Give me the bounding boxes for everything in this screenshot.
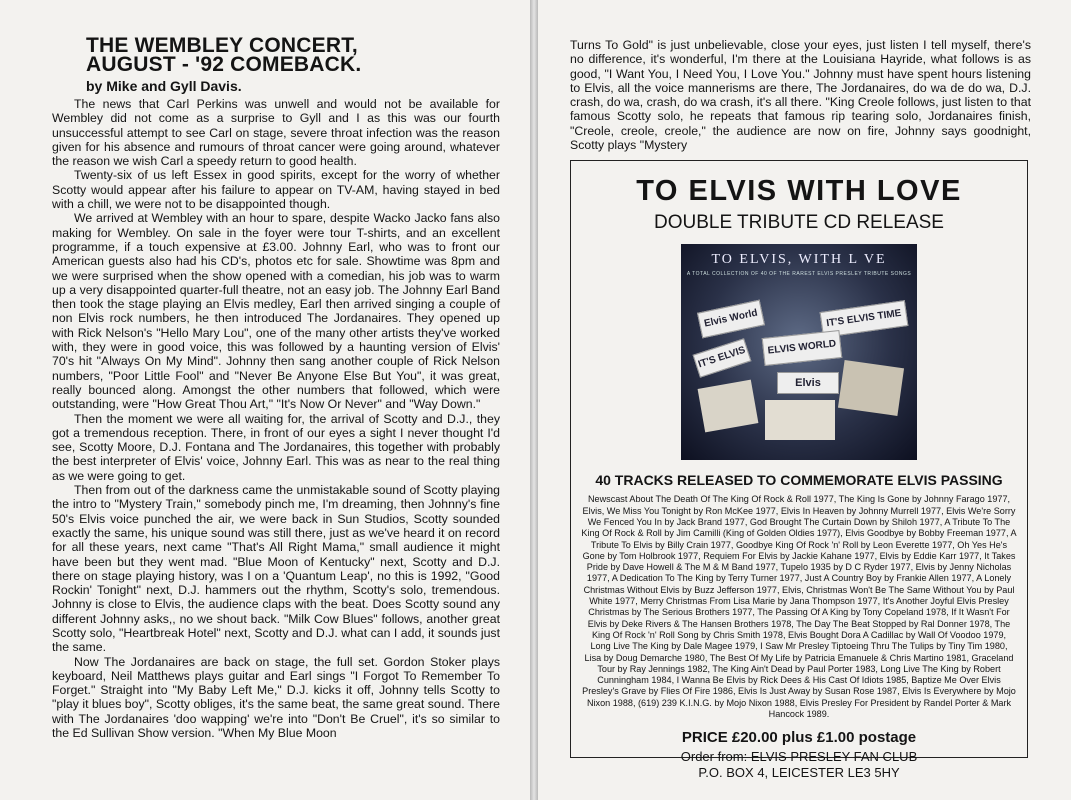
- article-paragraph: Then from out of the darkness came the unmistakable sound of Scotty playing the intro to "Mystery Train," somebody pinch me, I'm dreaming, then Johnny's fine 50's Elvis voice punched the air, we were back in Sun Studios, Scotty sounded exactly the same, his unique sound was still there, just as we've heard it on record for all these years, next came "That's All Right Mama," small audience it might have been but they went mad. "Blue Moon of Kentucky" next, Scotty and D.J. there on stage playing history, was I on a 'Quantum Leap', no this is 1992, "Good Rockin' Tonight" next, D.J. hammers out the rhythm, Scotty's solo, tremendous. Johnny is close to Elvis, the audience claps with the beat. Does Scotty sound any different Johnny asks,, no we shout back. "Milk Cow Blues" follows, another great Scotty solo, "Heartbreak Hotel" next, Scotty and D.J. what can I add, it sounds just the same.: [52, 483, 500, 655]
- cover-photo-card: [698, 380, 759, 433]
- cover-title: TO ELVIS, WITH L VE: [711, 252, 887, 268]
- cover-sticker: Elvis World: [697, 300, 765, 339]
- cover-sticker: IT'S ELVIS: [693, 339, 752, 379]
- article-paragraph: Twenty-six of us left Essex in good spirits, except for the worry of whether Scotty would appear after his failure to appear on TV-AM, having stayed in bed with a chill, we were not to be disappointed though.: [52, 168, 500, 212]
- ad-price: PRICE £20.00 plus £1.00 postage: [681, 729, 917, 747]
- cover-sticker: ELVIS WORLD: [762, 330, 842, 366]
- article-byline: by Mike and Gyll Davis.: [86, 78, 242, 94]
- right-page: [538, 0, 1071, 800]
- ad-tracklist: Newscast About The Death Of The King Of Rock & Roll 1977, The King Is Gone by Johnny Farago 1977, Elvis, We Miss You Tonight by Ron McKee 1977, Elvis In Heaven by Johnny Murrell 1977, Elvis We're Sorry We Fenced You In by Jack Brand 1977, God Brought The Curtain Down by Shiloh 1977, A Tribute To The King Of Rock & Roll by Jim Camilli (King of Golden Oldies 1977), Elvis Goodbye by Bobby Freeman 1977, A Tribute To Elvis by Billy Crain 1977, Goodbye King Of Rock 'n' Roll by Leon Everette 1977, Oh Yes He's Gone by Tom Holbrook 1977, Requiem For Elvis by Jackie Kahane 1977, Elvis by Eddie Karr 1977, It Takes Pride by Dave Howell & The M & M Band 1977, Tupelo 1935 by D C Ryder 1977, Elvis by Jenny Nicholas 1977, A Dedication To The King by Terry Turner 1977, Just A Country Boy by Frankie Allen 1977, A Lonely Christmas Without Elvis by Buzz Jefferson 1977, Elvis, Christmas Won't Be The Same Without You by Paul White 1977, Merry Christmas From Lisa Marie by Jana Thompson 1977, It's Another Joyful Elvis Presley Christmas by The Serious Brothers 1977, The Passing Of A King by Tony Copeland 1978, If It Wasn't For Elvis by Deke Rivers & The Hansen Brothers 1978, The Day The Beat Stopped by Ral Donner 1978, The King Of Rock 'n' Roll Song by Chris Smith 1978, Elvis Bought Dora A Cadillac by Wall Of Voodoo 1979, Long Live The King by Dale Magee 1979, I Saw Mr Presley Tiptoeing Thru The Tulips by Tiny Tim 1980, Lisa by Doug Demarche 1980, The Best Of My Life by Patricia Emanuele & Chris Martino 1981, Graceland Tour by Ray Jennings 1982, The King Ain't Dead by Paul Porter 1983, Long Live The King by Robert Cunningham 1984, I Wanna Be Elvis by Rick Dees & His Cast Of Idiots 1985, Baptize Me Over Elvis Presley's Grave by Flies Of Fire 1986, Elvis Is Just Away by Susan Rose 1987, Elvis Is Everywhere by Mojo Nixon 1988, (619) 239 K.I.N.G. by Mojo Nixon 1988, Elvis Presley For President by Randel Porter & Mark Hancock 1989.: [581, 494, 1017, 720]
- cover-sticker: IT'S ELVIS TIME: [820, 301, 909, 339]
- article-paragraph: Now The Jordanaires are back on stage, the full set. Gordon Stoker plays keyboard, Neil Matthews plays guitar and Earl sings "I Forgot To Remember To Forget." Straight into "My Baby Left Me," D.J. kicks it off, Johnny tells Scotty to "play it blues boy", Scotty obliges, it's the same beat, the same great sound. There with The Jordanaires 'doo wapping' we're into "Don't Be Cruel", it's so similar to the Ed Sullivan Show version. "When My Blue Moon: [52, 654, 500, 741]
- cover-photo-card: [765, 400, 835, 440]
- ad-title: TO ELVIS WITH LOVE: [636, 175, 962, 208]
- cover-photo-card: [838, 360, 904, 416]
- order-line-2: P.O. BOX 4, LEICESTER LE3 5HY: [698, 765, 900, 781]
- cd-advertisement: [570, 160, 1028, 781]
- left-page: [0, 0, 530, 800]
- cover-subtitle: A TOTAL COLLECTION OF 40 OF THE RAREST ELVIS PRESLEY TRIBUTE SONGS: [686, 271, 912, 278]
- article-headline: [86, 36, 500, 74]
- ad-headline: 40 TRACKS RELEASED TO COMMEMORATE ELVIS PASSING: [595, 472, 1003, 489]
- headline-line-1: THE WEMBLEY CONCERT,: [86, 34, 358, 57]
- article-paragraph: We arrived at Wembley with an hour to spare, despite Wacko Jacko fans also making for Wembley. On sale in the foyer were tour T-shirts, and an excellent programme, if a touch expensive at £3.00. Johnny Earl, who was to front our American guests also had his CD's, photos etc for sale. Showtime was 8pm and we were surprised when the show opened with a comedian, his job was to warm up a very disappointed quarter-full theatre, not an easy job. The Johnny Earl Band then took the stage playing an Elvis medley, Earl then arrived singing a couple of non Elvis rock numbers, he then introduced The Jordanaires. They opened up with Rick Nelson's "Hello Mary Lou", one of the many other artists they've worked with, they were in good voice, this was followed by a haunting version of Elvis' 70's hit "Always On My Mind". Johnny then sang another couple of Rick Nelson numbers, "Poor Little Fool" and "Never Be Anyone Else But You", it was great, really bounced along. Amongst the other numbers that followed, which were outstanding, were "How Great Thou Art," "It's Now Or Never" and "Way Down.": [52, 211, 500, 412]
- headline-line-2: AUGUST - '92 COMEBACK.: [86, 53, 362, 76]
- cover-sticker: Elvis: [777, 372, 839, 394]
- cd-cover-image: [681, 244, 917, 460]
- order-line-1: Order from: ELVIS PRESLEY FAN CLUB: [680, 749, 918, 765]
- article-paragraph: Then the moment we were all waiting for, the arrival of Scotty and D.J., they got a tremendous reception. There, in front of our eyes a sight I never thought I'd see, Scotty Moore, D.J. Fontana and The Jordanaires, this together with probably the best interpreter of Elvis' voice, Johnny Earl. This was as near to the real thing as we were going to get.: [52, 411, 500, 483]
- article-continuation: Turns To Gold" is just unbelievable, close your eyes, just listen I tell myself, there's no difference, it's wonderful, I'm there at the Louisiana Hayride, what follows is as good, "I Want You, I Need You, I Love You." Johnny must have spent hours listening to Elvis, all the voice mannerisms are there, The Jordanaires, do wa de do wa, D.J. crash, do wa, crash, do wa crash, it's all there. "King Creole follows, just listen to that famous Scotty solo, he repeats that famous rip tearing solo, Jordanaires finish, "Creole, creole, creole," the audience are now on fire, Johnny says goodnight, Scotty plays "Mystery: [570, 38, 1031, 153]
- ad-subtitle: DOUBLE TRIBUTE CD RELEASE: [653, 212, 944, 234]
- page-gutter: [530, 0, 538, 800]
- ad-order-info: [581, 749, 1017, 781]
- article-paragraph: The news that Carl Perkins was unwell and would not be available for Wembley did not come as a surprise to Gyll and I as this was our fourth unsuccessful attempt to see Carl on stage, severe throat infection was the reason given for his absence and rumours of throat cancer were going around, whatever the reason we wish Carl a speedy return to good health.: [52, 97, 500, 169]
